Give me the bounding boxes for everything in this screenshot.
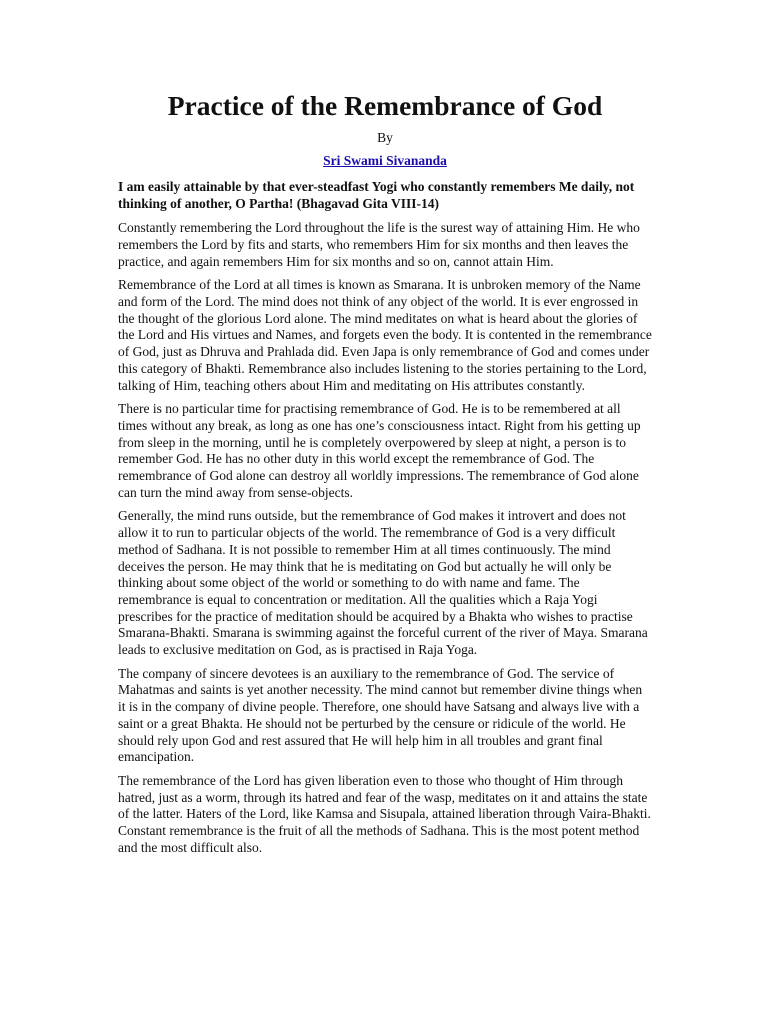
paragraph-2: Remembrance of the Lord at all times is known as Smarana. It is unbroken memory of the Name and form of the Lord. The mind does not think of any object of the world. It is ever engrossed in the thought of the glorious Lord alone. The mind meditates on what is heard about the glories of the Lord and His virtues and Names, and forgets even the body. It is contented in the remembrance of God, just as Dhruva and Prahlada did. Even Japa is only remembrance of God and comes under this category of Bhakti. Remembrance also includes listening to the stories pertaining to the Lord, talking of Him, teaching others about Him and meditating on His attributes constantly. xyxy=(118,277,652,393)
article xyxy=(118,86,652,857)
epigraph-quote: I am easily attainable by that ever-steadfast Yogi who constantly remembers Me daily, not thinking of another, O Partha! (Bhagavad Gita VIII-14) xyxy=(118,179,635,211)
paragraph-5: The company of sincere devotees is an auxiliary to the remembrance of God. The service of Mahatmas and saints is yet another necessity. The mind cannot but remember divine things when it is in the company of divine people. Therefore, one should have Satsang and always live with a saint or a great Bhakta. He should not be perturbed by the censure or ridicule of the world. He should rely upon God and rest assured that He will help him in all troubles and grant final emancipation. xyxy=(118,665,643,765)
author-link[interactable]: Sri Swami Sivananda xyxy=(323,153,447,168)
paragraph-4: Generally, the mind runs outside, but the remembrance of God makes it introvert and does not allow it to run to particular objects of the world. The remembrance of God is a very difficult method of Sadhana. It is not possible to remember Him at all times continuously. The mind deceives the person. He may think that he is meditating on God but actually he will only be thinking about some object of the world or something to do with name and fame. The remembrance is equal to concentration or meditation. All the qualities which a Raja Yogi prescribes for the practice of meditation should be acquired by a Bhakta who wishes to practise Smarana-Bhakti. Smarana is swimming against the forceful current of the river of Maya. Smarana leads to exclusive meditation on God, as is practised in Raja Yoga. xyxy=(118,508,648,658)
paragraph-6: The remembrance of the Lord has given liberation even to those who thought of Him through hatred, just as a worm, through its hatred and fear of the wasp, meditates on it and attains the state of the latter. Haters of the Lord, like Kamsa and Sisupala, attained liberation through Vaira-Bhakti. Constant remembrance is the fruit of all the methods of Sadhana. This is the most potent method and the most difficult also. xyxy=(118,772,651,855)
page-title: Practice of the Remembrance of God xyxy=(167,90,603,121)
byline-label: By xyxy=(377,130,393,145)
paragraph-1: Constantly remembering the Lord throughout the life is the surest way of attaining Him. He who remembers the Lord by fits and starts, who remembers Him for six months and then leaves the practice, and again remembers Him for six months and so on, cannot attain Him. xyxy=(118,220,640,269)
paragraph-3: There is no particular time for practising remembrance of God. He is to be remembered at all times without any break, as long as one has one’s consciousness intact. Right from his getting up from sleep in the morning, until he is completely overpowered by sleep at night, a person is to remember God. He has no other duty in this world except the remembrance of God. The remembrance of God alone can destroy all worldly impressions. The remembrance of God alone can turn the mind away from sense-objects. xyxy=(118,401,641,500)
author-line xyxy=(118,153,652,169)
